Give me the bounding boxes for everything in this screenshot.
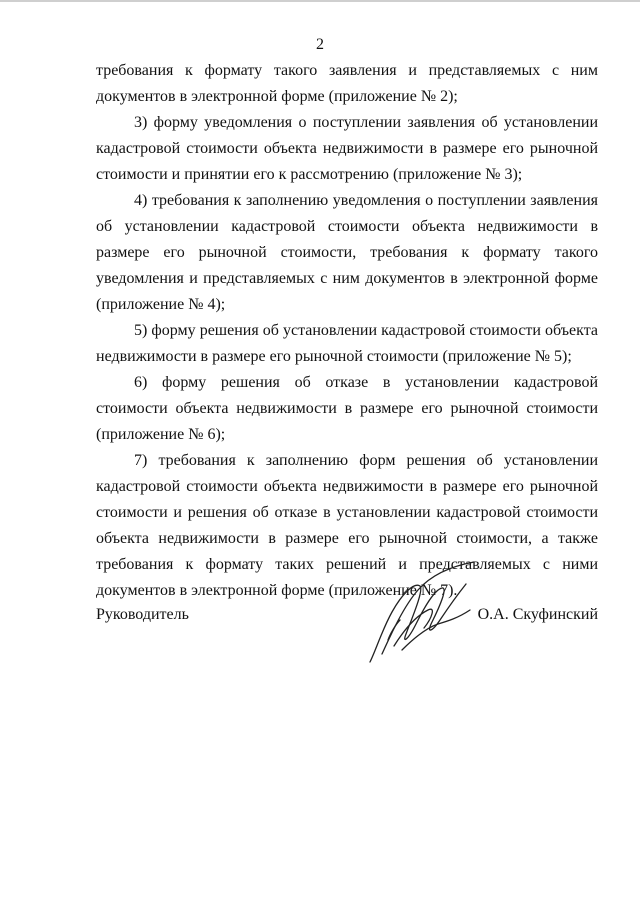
- paragraph-item-5: 5) форму решения об установлении кадастровой стоимости объекта недвижимости в размере его рыночной стоимости (приложение № 5);: [96, 322, 598, 365]
- signatory-title: Руководитель: [96, 606, 189, 623]
- signature-block: [96, 606, 598, 630]
- paragraph-item-3: 3) форму уведомления о поступлении заявления об установлении кадастровой стоимости объекта недвижимости в размере его рыночной стоимости и принятии его к рассмотрению (приложение № 3);: [96, 114, 598, 183]
- paragraph-1: требования к формату такого заявления и представляемых с ним документов в электронной форме (приложение № 2);: [96, 62, 598, 105]
- page-number: 2: [316, 36, 324, 53]
- paragraph-item-6: 6) форму решения об отказе в установлении кадастровой стоимости объекта недвижимости в размере его рыночной стоимости (приложение № 6);: [96, 374, 598, 443]
- paragraph-item-7: 7) требования к заполнению форм решения об установлении кадастровой стоимости объекта недвижимости в размере его рыночной стоимости и решения об отказе в установлении кадастровой стоимости объекта недвижимости в размере его рыночной стоимости, а также требования к формату таких решений и представляемых с ними документов в электронной форме (приложение № 7).: [96, 452, 598, 599]
- page-edge: [0, 0, 640, 2]
- handwritten-signature: [362, 560, 482, 668]
- paragraph-item-4: 4) требования к заполнению уведомления о поступлении заявления об установлении кадастровой стоимости объекта недвижимости в размере его рыночной стоимости, требования к формату такого уведомления и представляемых с ним документов в электронной форме (приложение № 4);: [96, 192, 598, 313]
- document-body: [96, 58, 598, 604]
- signatory-name: О.А. Скуфинский: [477, 606, 598, 623]
